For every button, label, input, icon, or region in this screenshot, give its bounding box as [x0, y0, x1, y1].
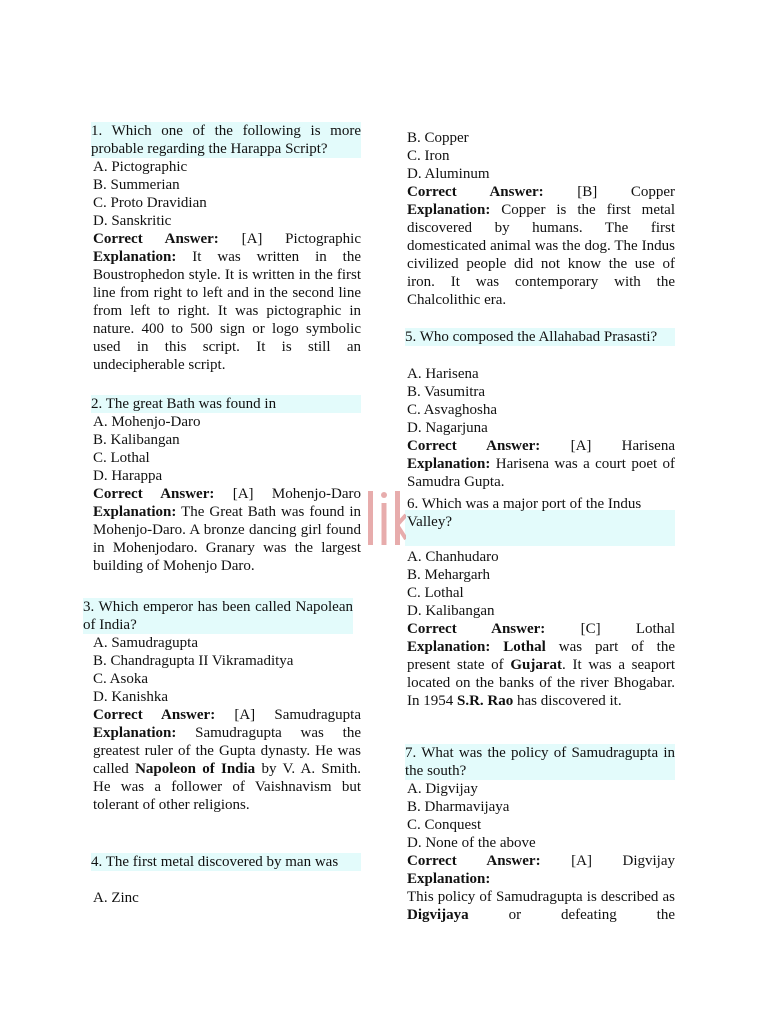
correct-answer: [407, 852, 675, 870]
option: B. Kalibangan: [93, 432, 180, 448]
correct-answer: [93, 706, 361, 724]
question-2: [91, 395, 361, 413]
explanation-heading: [407, 870, 675, 888]
explanation-text: Samudragupta was the greatest ruler of the Gupta dynasty. He was called: [93, 725, 361, 777]
option: A. Zinc: [93, 890, 139, 906]
option: D. None of the above: [407, 835, 536, 851]
question-5: [405, 328, 675, 346]
option: D. Kalibangan: [407, 603, 495, 619]
question-text: 3. Which emperor has been called Napolean of India?: [83, 599, 353, 633]
answer-label: Correct Answer:: [93, 231, 219, 247]
question-6: [405, 495, 675, 531]
explanation: [407, 455, 675, 491]
option: A. Digvijay: [407, 781, 478, 797]
correct-answer: [93, 230, 361, 248]
watermark-logo: [366, 487, 406, 547]
option: B. Mehargarh: [407, 567, 491, 583]
option: C. Lothal: [93, 450, 150, 466]
option: A. Mohenjo-Daro: [93, 414, 201, 430]
question-4-continued: [407, 129, 675, 309]
answer-label: Correct Answer:: [93, 486, 215, 502]
explanation-bold: Napoleon of India: [135, 761, 256, 777]
question-text: 1. Which one of the following is more probable regarding the Harappa Script?: [91, 123, 361, 157]
question-7: [405, 744, 675, 780]
explanation-bold: S.R. Rao: [457, 693, 514, 709]
explanation-text: has discovered it.: [517, 693, 622, 709]
option: C. Asoka: [93, 671, 149, 687]
explanation-label: Explanation:: [407, 456, 491, 472]
option: C. Proto Dravidian: [93, 195, 207, 211]
option: D. Sanskritic: [93, 213, 172, 229]
question-4-options-start: [93, 889, 361, 907]
question-2-body: [93, 413, 361, 575]
answer-value: [A] Harisena: [570, 438, 675, 454]
correct-answer: [407, 183, 675, 201]
explanation-text: This policy of Samudragupta is described as: [407, 889, 675, 905]
explanation-label: Explanation:: [407, 202, 491, 218]
explanation-text: Copper is the first metal discovered by humans. The first domesticated animal was the dog. The Indus civilized people did not know the use of iron. It was contemporary with the Chalcolithic era.: [407, 202, 676, 308]
option: B. Chandragupta II Vikramaditya: [93, 653, 294, 669]
question-3: [83, 598, 353, 634]
option: B. Dharmavijaya: [407, 799, 510, 815]
option: A. Pictographic: [93, 159, 188, 175]
option: B. Vasumitra: [407, 384, 486, 400]
explanation: [407, 638, 675, 710]
option: D. Nagarjuna: [407, 420, 488, 436]
option: B. Summerian: [93, 177, 180, 193]
option: A. Harisena: [407, 366, 479, 382]
question-text: 2. The great Bath was found in: [91, 395, 361, 413]
explanation: [93, 724, 361, 814]
explanation-bold: Lothal: [503, 639, 546, 655]
explanation-label: Explanation:: [407, 871, 491, 887]
answer-value: [B] Copper: [577, 184, 675, 200]
option: C. Lothal: [407, 585, 464, 601]
explanation-text: or defeating the: [508, 907, 676, 923]
explanation-label: Explanation:: [93, 725, 177, 741]
explanation: [407, 201, 675, 309]
answer-value: [A] Pictographic: [241, 231, 361, 247]
question-text: 7. What was the policy of Samudragupta in the south?: [405, 745, 675, 779]
correct-answer: [407, 437, 675, 455]
explanation-label: Explanation:: [93, 504, 177, 520]
question-7-body: [407, 780, 675, 924]
option: C. Iron: [407, 148, 450, 164]
explanation-text: The Great Bath was found in Mohenjo-Daro. A bronze dancing girl found in Mohenjodaro. Granary was the largest building of Mohenjo Daro.: [93, 504, 362, 574]
option: B. Copper: [407, 130, 469, 146]
answer-label: Correct Answer:: [407, 853, 541, 869]
correct-answer: [407, 620, 675, 638]
option: A. Samudragupta: [93, 635, 198, 651]
correct-answer: [93, 485, 361, 503]
explanation-bold: Digvijaya: [407, 907, 469, 923]
answer-label: Correct Answer:: [407, 621, 546, 637]
explanation-label: Explanation:: [407, 639, 491, 655]
explanation-label: Explanation:: [93, 249, 177, 265]
option: C. Conquest: [407, 817, 482, 833]
explanation: [407, 888, 675, 924]
option: D. Harappa: [93, 468, 163, 484]
explanation-bold: Gujarat: [510, 657, 563, 673]
explanation: [93, 503, 361, 575]
question-text: 5. Who composed the Allahabad Prasasti?: [405, 328, 675, 346]
question-5-body: [407, 365, 675, 491]
option: C. Asvaghosha: [407, 402, 497, 418]
answer-label: Correct Answer:: [407, 184, 544, 200]
answer-value: [C] Lothal: [580, 621, 676, 637]
explanation-text: by V. A. Smith. He was a follower of Vaishnavism but tolerant of other religions.: [93, 761, 362, 813]
answer-value: [A] Digvijay: [571, 853, 676, 869]
explanation: [93, 248, 361, 374]
explanation-text: It was written in the Boustrophedon style. It is written in the first line from right to left and in the second line from left to right. It was pictographic in nature. 400 to 500 sign or logo symbolic used in this script. It is still an undecipherable script.: [93, 249, 361, 373]
explanation-text: was part of the present state of: [407, 639, 676, 673]
question-4: [91, 853, 361, 871]
answer-value: [A] Samudragupta: [234, 707, 361, 723]
option: A. Chanhudaro: [407, 549, 499, 565]
question-text: 4. The first metal discovered by man was: [91, 853, 361, 871]
question-text-line: 6. Which was a major port of the Indus Valley?: [407, 496, 642, 530]
answer-label: Correct Answer:: [93, 707, 216, 723]
explanation-text: Harisena was a court poet of Samudra Gupta.: [407, 456, 676, 490]
question-1-body: [93, 158, 361, 374]
answer-value: [A] Mohenjo-Daro: [232, 486, 362, 502]
question-3-body: [93, 634, 361, 814]
question-6-body: [407, 548, 675, 710]
explanation-text: . It was a seaport located on the banks of the river Bhogabar. In 1954: [407, 657, 675, 709]
question-1: [91, 122, 361, 158]
answer-label: Correct Answer:: [407, 438, 541, 454]
option: D. Aluminum: [407, 166, 490, 182]
option: D. Kanishka: [93, 689, 168, 705]
